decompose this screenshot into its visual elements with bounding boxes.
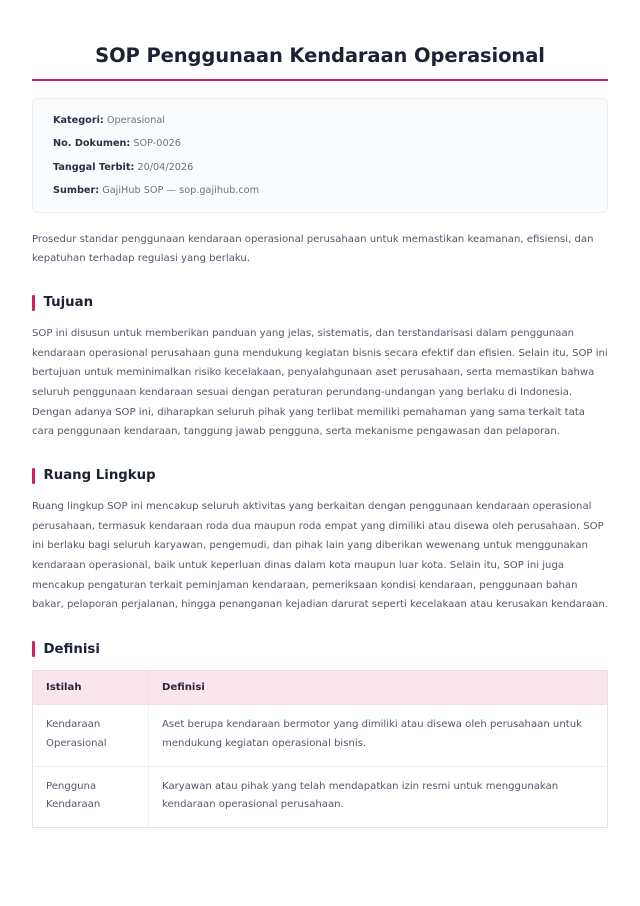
- metadata-value-no-dokumen: SOP-0026: [133, 138, 181, 150]
- title-divider: [32, 79, 608, 81]
- metadata-row-tanggal-terbit: [53, 161, 587, 174]
- page-title: SOP Penggunaan Kendaraan Operasional: [95, 44, 545, 67]
- section-title-tujuan: Tujuan: [43, 295, 94, 311]
- metadata-value-sumber: GajiHub SOP — sop.gajihub.com: [102, 184, 260, 196]
- table-row: [33, 705, 608, 766]
- section-body-tujuan: SOP ini disusun untuk memberikan panduan yang jelas, sistematis, dan terstandarisasi dalam penggunaan kendaraan operasional perusahaan guna mendukung kegiatan bisnis secara efektif dan efisien. Selain itu, SOP ini bertujuan untuk meminimalkan risiko kecelakaan, penyalahgunaan aset perusahaan, serta memastikan bahwa seluruh penggunaan kendaraan sesuai dengan peraturan perundang-undangan yang berlaku di Indonesia. Dengan adanya SOP ini, diharapkan seluruh pihak yang terlibat memiliki pemahaman yang sama terkait tata cara penggunaan kendaraan, tanggung jawab pengguna, serta mekanisme pengawasan dan pelaporan.: [32, 328, 608, 438]
- definition-table: [32, 670, 608, 828]
- table-header-row: [33, 671, 608, 705]
- section-ruang-lingkup: [32, 468, 608, 615]
- metadata-label-no-dokumen: No. Dokumen:: [53, 138, 131, 150]
- accent-bar-icon: [32, 468, 35, 484]
- metadata-row-no-dokumen: [53, 137, 587, 150]
- section-tujuan: [32, 295, 608, 442]
- section-definisi: [32, 641, 608, 828]
- table-cell-definition: Aset berupa kendaraan bermotor yang dimiliki atau disewa oleh perusahaan untuk mendukung kegiatan operasional bisnis.: [149, 705, 608, 766]
- table-column-header-definisi: Definisi: [149, 671, 608, 705]
- section-title-definisi: Definisi: [43, 641, 100, 657]
- section-header-definisi: [32, 641, 608, 657]
- section-header-tujuan: [32, 295, 608, 311]
- table-row: [33, 766, 608, 827]
- table-column-header-istilah: Istilah: [33, 671, 149, 705]
- metadata-label-sumber: Sumber:: [53, 184, 100, 196]
- section-body-ruang-lingkup: Ruang lingkup SOP ini mencakup seluruh aktivitas yang berkaitan dengan penggunaan kendaraan operasional perusahaan, termasuk kendaraan roda dua maupun roda empat yang dimiliki atau disewa oleh perusahaan. SOP ini berlaku bagi seluruh karyawan, pengemudi, dan pihak lain yang diberikan wewenang untuk menggunakan kendaraan operasional, baik untuk keperluan dinas dalam kota maupun luar kota. Selain itu, SOP ini juga mencakup pengaturan terkait peminjaman kendaraan, pemeriksaan kondisi kendaraan, penggunaan bahan bakar, pelaporan perjalanan, hingga penanganan kejadian darurat seperti kecelakaan atau kerusakan kendaraan.: [32, 501, 608, 611]
- table-cell-definition: Karyawan atau pihak yang telah mendapatkan izin resmi untuk menggunakan kendaraan operasional perusahaan.: [149, 766, 608, 827]
- metadata-value-tanggal-terbit: 20/04/2026: [137, 161, 194, 173]
- metadata-row-kategori: [53, 114, 587, 127]
- metadata-row-sumber: [53, 184, 587, 197]
- intro-paragraph: Prosedur standar penggunaan kendaraan operasional perusahaan untuk memastikan keamanan, efisiensi, dan kepatuhan terhadap regulasi yang berlaku.: [32, 233, 594, 265]
- section-header-ruang-lingkup: [32, 468, 608, 484]
- accent-bar-icon: [32, 295, 35, 311]
- section-title-ruang-lingkup: Ruang Lingkup: [43, 468, 156, 484]
- document-metadata-box: [32, 98, 608, 212]
- metadata-value-kategori: Operasional: [106, 115, 165, 127]
- metadata-label-tanggal-terbit: Tanggal Terbit:: [53, 161, 135, 173]
- table-cell-term: Kendaraan Operasional: [33, 705, 149, 766]
- metadata-label-kategori: Kategori:: [53, 115, 104, 127]
- table-cell-term: Pengguna Kendaraan: [33, 766, 149, 827]
- accent-bar-icon: [32, 641, 35, 657]
